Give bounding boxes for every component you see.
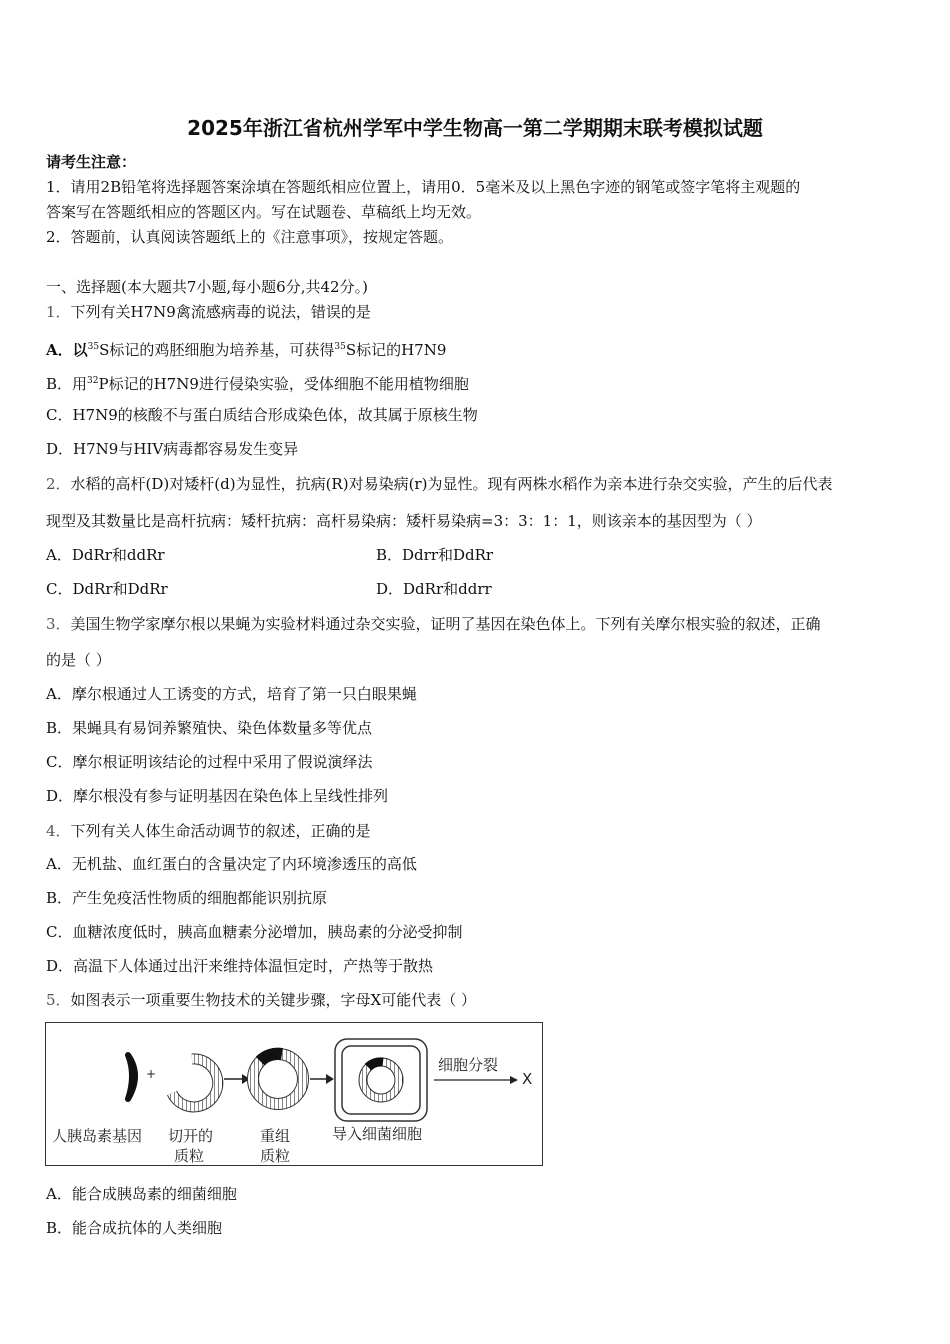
label-x: X bbox=[522, 1070, 533, 1088]
gene-fragment-shape bbox=[128, 1055, 135, 1099]
question-1-option-c: C．H7N9的核酸不与蛋白质结合形成染色体，故其属于原核生物 bbox=[46, 406, 478, 424]
page-title: 2025年浙江省杭州学军中学生物高一第二学期期末联考模拟试题 bbox=[187, 116, 763, 140]
label-cut-plasmid-1: 切开的 bbox=[168, 1127, 214, 1145]
notice-line-1b: 答案写在答题纸相应的答题区内。写在试题卷、草稿纸上均无效。 bbox=[46, 203, 482, 221]
notice-line-1a: 1．请用2B铅笔将选择题答案涂填在答题纸相应位置上，请用0．5毫米及以上黑色字迹的钢笔或签字笔将主观题的 bbox=[46, 178, 801, 196]
question-1-stem bbox=[46, 302, 371, 322]
label-insulin-gene: 人胰岛素基因 bbox=[52, 1127, 143, 1145]
question-text: 下列有关人体生命活动调节的叙述，正确的是 bbox=[70, 822, 371, 840]
question-2-stem-line-2: 现型及其数量比是高杆抗病：矮杆抗病：高杆易染病：矮杆易染病=3：3：1：1，则该亲本的基因型为（ ） bbox=[46, 512, 762, 530]
question-text: 水稻的高杆(D)对矮杆(d)为显性，抗病(R)对易染病(r)为显性。现有两株水稻作为亲本进行杂交实验，产生的后代表 bbox=[70, 475, 833, 493]
question-text: 如图表示一项重要生物技术的关键步骤，字母X可能代表（ ） bbox=[70, 991, 476, 1009]
question-number: 4． bbox=[46, 822, 71, 840]
question-5-option-b: B．能合成抗体的人类细胞 bbox=[46, 1219, 223, 1237]
notice-heading: 请考生注意： bbox=[46, 153, 137, 171]
question-5-stem bbox=[46, 990, 476, 1010]
inserted-gene-segment bbox=[368, 1062, 383, 1067]
cut-plasmid-hatch bbox=[172, 1059, 218, 1107]
option-text: S标记的H7N9 bbox=[345, 341, 447, 359]
section-heading: 一、选择题(本大题共7小题,每小题6分,共42分。) bbox=[46, 278, 368, 296]
arrow-head bbox=[326, 1074, 334, 1084]
question-2-option-c: C．DdRr和DdRr bbox=[46, 580, 168, 598]
notice-line-2: 2．答题前，认真阅读答题纸上的《注意事项》，按规定答题。 bbox=[46, 228, 454, 246]
question-2-stem-line-1 bbox=[46, 474, 832, 494]
question-4-option-d: D．高温下人体通过出汗来维持体温恒定时，产热等于散热 bbox=[46, 957, 434, 975]
question-3-option-c: C．摩尔根证明该结论的过程中采用了假说演绎法 bbox=[46, 753, 373, 771]
question-3-stem-line-2: 的是（ ） bbox=[46, 651, 111, 669]
bacterial-cell-inner bbox=[342, 1046, 420, 1114]
label-recombinant-2: 质粒 bbox=[260, 1147, 291, 1165]
option-text: B．用 bbox=[46, 375, 88, 393]
superscript: 35 bbox=[87, 342, 100, 352]
question-number: 2． bbox=[46, 475, 71, 493]
question-4-stem bbox=[46, 821, 371, 841]
label-recombinant-1: 重组 bbox=[260, 1127, 291, 1145]
question-3-option-a: A．摩尔根通过人工诱变的方式，培育了第一只白眼果蝇 bbox=[46, 685, 417, 703]
label-into-bacteria: 导入细菌细胞 bbox=[332, 1125, 423, 1143]
question-3-option-d: D．摩尔根没有参与证明基因在染色体上呈线性排列 bbox=[46, 787, 389, 805]
recombinant-plasmid-hatch bbox=[253, 1054, 303, 1104]
question-4-option-c: C．血糖浓度低时，胰高血糖素分泌增加，胰岛素的分泌受抑制 bbox=[46, 923, 463, 941]
figure-genetic-engineering bbox=[45, 1022, 543, 1166]
question-1-option-a bbox=[46, 337, 446, 360]
question-1-option-d: D．H7N9与HIV病毒都容易发生变异 bbox=[46, 440, 299, 458]
question-number: 1． bbox=[46, 303, 71, 321]
superscript: 35 bbox=[334, 342, 346, 352]
superscript: 32 bbox=[87, 376, 99, 386]
question-text: 下列有关H7N9禽流感病毒的说法，错误的是 bbox=[70, 303, 371, 321]
question-1-option-b bbox=[46, 371, 469, 394]
label-cell-division: 细胞分裂 bbox=[438, 1056, 499, 1074]
option-text: P标记的H7N9进行侵染实验，受体细胞不能用植物细胞 bbox=[98, 375, 469, 393]
option-text: A．以 bbox=[46, 341, 88, 359]
question-3-option-b: B．果蝇具有易饲养繁殖快、染色体数量多等优点 bbox=[46, 719, 373, 737]
question-number: 3． bbox=[46, 615, 71, 633]
question-2-option-b: B．Ddrr和DdRr bbox=[376, 546, 494, 564]
question-4-option-b: B．产生免疫活性物质的细胞都能识别抗原 bbox=[46, 889, 328, 907]
arrow-head bbox=[510, 1076, 518, 1084]
question-text: 美国生物学家摩尔根以果蝇为实验材料通过杂交实验，证明了基因在染色体上。下列有关摩尔根实验的叙述，正确 bbox=[70, 615, 821, 633]
question-5-option-a: A．能合成胰岛素的细菌细胞 bbox=[46, 1185, 237, 1203]
question-2-option-d: D．DdRr和ddrr bbox=[376, 580, 492, 598]
question-3-stem-line-1 bbox=[46, 614, 821, 634]
label-cut-plasmid-2: 质粒 bbox=[174, 1147, 205, 1165]
option-text: S标记的鸡胚细胞为培养基，可获得 bbox=[99, 341, 335, 359]
question-number: 5． bbox=[46, 991, 71, 1009]
plus-sign: + bbox=[146, 1067, 157, 1081]
question-2-option-a: A．DdRr和ddRr bbox=[46, 546, 165, 564]
question-4-option-a: A．无机盐、血红蛋白的含量决定了内环境渗透压的高低 bbox=[46, 855, 417, 873]
